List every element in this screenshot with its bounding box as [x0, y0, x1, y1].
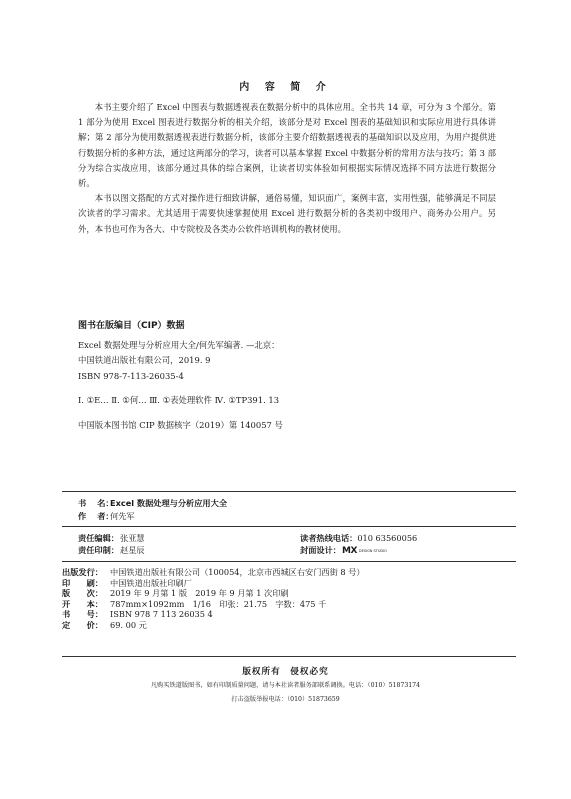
divider — [62, 656, 516, 657]
pub-label: 书 号： — [62, 609, 103, 620]
pub-label: 版 次： — [62, 588, 103, 599]
pub-label: 印 刷： — [62, 577, 103, 588]
pub-label: 出版发行： — [62, 567, 103, 577]
cip-heading: 图书在版编目（CIP）数据 — [78, 321, 185, 331]
staff-right — [300, 532, 417, 557]
intro-paragraph: 本书主要介绍了 Excel 中图表与数据透视表在数据分析中的具体应用。全书共 14 章，可分为 3 个部分。第 1 部分为使用 Excel 图表进行数据分析的相关介绍，该部分是对 Excel 图表的基础知识和实际应用进行具体讲解；第 2 部分为使用数据透视表进行数据分析，该部分主要介绍数据透视表的基础知识以及应用，为用户提供进行数据分析的多种方法，通过这两部分的学习，读者可以基本掌握 Excel 中数据分析的常用方法与技巧；第 3 部分为综合实战应用，该部分通过具体的综合案例，让读者切实体验如何根据实际情况选择不同方法进行数据分析。 — [78, 102, 496, 189]
divider — [62, 561, 516, 562]
logo-subtext: DESIGN STUDIO — [358, 549, 387, 553]
cip-classification: Ⅰ. ①E… Ⅱ. ①何… Ⅲ. ①表处理软件 Ⅳ. ①TP391. 13 — [78, 395, 280, 406]
cip-record-number: 中国版本图书馆 CIP 数据核字（2019）第 140057 号 — [78, 419, 283, 430]
rights-heading: 版权所有 侵权必究 — [242, 667, 329, 677]
cip-line: ISBN 978-7-113-26035-4 — [78, 370, 184, 381]
divider — [62, 526, 516, 527]
staff-left — [78, 532, 145, 556]
divider — [62, 491, 516, 492]
pub-label: 开 本： — [62, 598, 103, 609]
mx-design-logo: MX — [342, 546, 357, 556]
pub-value: 2019 年 9 月第 1 版 2019 年 9 月第 1 次印刷 — [110, 588, 289, 599]
pub-value: 中国铁道出版社有限公司（100054，北京市西城区右安门西街 8 号） — [110, 567, 365, 577]
pub-value: ISBN 978 7 113 26035 4 — [110, 609, 213, 620]
cip-block — [78, 338, 283, 433]
book-name: Excel 数据处理与分析应用大全 — [110, 498, 228, 508]
anti-piracy-hotline: 打击盗版举报电话：（010）51873659 — [231, 696, 340, 703]
rights-notice: 凡购买铁道版图书，如有印制质量问题，请与本社读者服务部联系调换。电话：（010）51873174 — [150, 682, 421, 689]
editor-name: 张亚慧 — [120, 533, 145, 543]
author-label: 作 者： — [78, 511, 114, 521]
book-info — [78, 497, 227, 523]
cover-design-label: 封面设计： — [300, 545, 341, 555]
publication-info — [62, 567, 365, 631]
author-name: 何先军 — [110, 511, 135, 521]
intro-paragraph: 本书以图文搭配的方式对操作进行细致讲解，通俗易懂，知识面广，案例丰富，实用性强，能够满足不同层次读者的学习需求。尤其适用于需要快速掌握使用 Excel 进行数据分析的各类初中级用户、商务办公用户。另外，本书也可作为各大、中专院校及各类办公软件培训机构的教材使用。 — [78, 193, 496, 234]
pub-value: 787mm×1092mm 1/16 印张：21.75 字数：475 千 — [110, 598, 327, 609]
editor-label: 责任编辑： — [78, 533, 119, 543]
printer-label: 责任印制： — [78, 545, 119, 555]
intro-body — [78, 100, 496, 237]
pub-value: 中国铁道出版社印刷厂 — [110, 577, 192, 588]
hotline-number: 010 63560056 — [357, 533, 418, 543]
pub-value: 69. 00 元 — [110, 619, 147, 630]
intro-title: 内 容 简 介 — [239, 82, 332, 93]
cip-line: 中国铁道出版社有限公司，2019. 9 — [78, 355, 211, 366]
hotline-label: 读者热线电话： — [300, 533, 358, 543]
pub-label: 定 价： — [62, 619, 103, 630]
cip-line: Excel 数据处理与分析应用大全/何先军编著. —北京： — [78, 340, 280, 350]
book-name-label: 书 名： — [78, 498, 114, 508]
printer-name: 赵星辰 — [120, 545, 145, 555]
